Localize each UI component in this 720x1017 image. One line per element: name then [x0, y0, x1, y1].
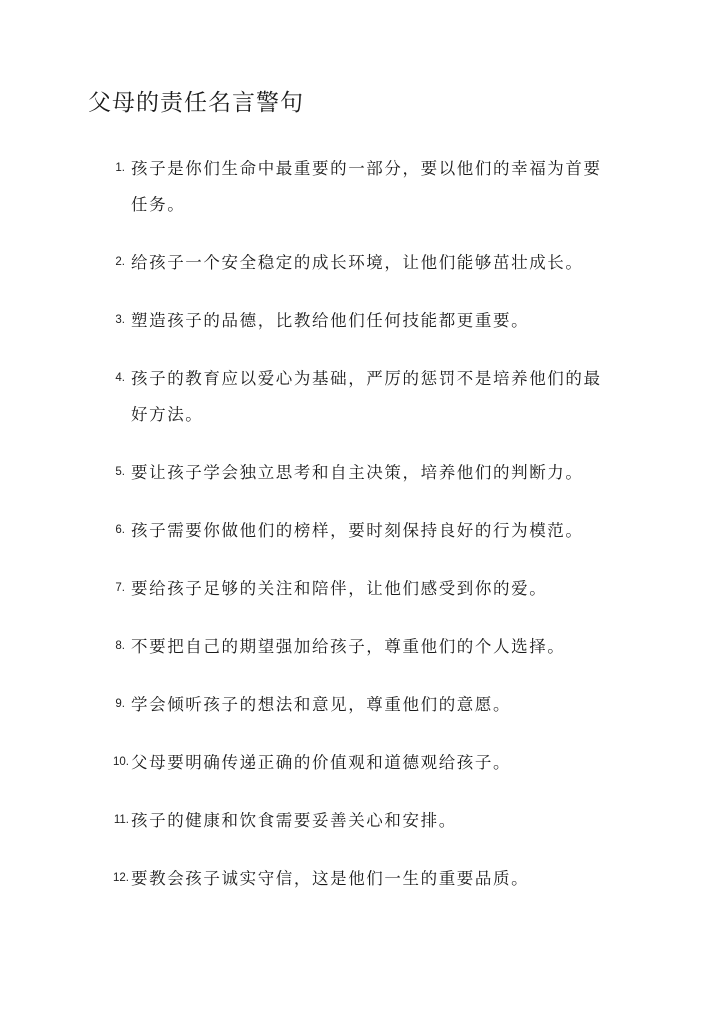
quote-item: [0, 571, 619, 607]
quote-number: 3.: [115, 314, 125, 326]
quote-item: [0, 861, 619, 897]
quote-number: 12.: [113, 872, 129, 884]
quote-text: 要给孩子足够的关注和陪伴，让他们感受到你的爱。: [131, 579, 548, 598]
quote-item: [0, 455, 619, 491]
quote-item: [0, 745, 619, 781]
quote-number: 9.: [115, 698, 125, 710]
quote-number: 11.: [113, 814, 129, 826]
quote-text: 要教会孩子诚实守信，这是他们一生的重要品质。: [131, 869, 530, 888]
quote-number: 5.: [115, 466, 125, 478]
quote-item: [0, 361, 619, 433]
quote-item: [0, 303, 619, 339]
quote-item: [0, 245, 619, 281]
quote-item: [0, 629, 619, 665]
quote-item: [0, 803, 619, 839]
quote-number: 2.: [115, 256, 125, 268]
quote-text: 学会倾听孩子的想法和意见，尊重他们的意愿。: [131, 695, 512, 714]
quote-item: [0, 687, 619, 723]
quote-text: 给孩子一个安全稳定的成长环境，让他们能够茁壮成长。: [131, 253, 584, 272]
quote-item: [0, 151, 619, 223]
quote-number: 7.: [115, 582, 125, 594]
quote-text: 孩子的教育应以爱心为基础，严厉的惩罚不是培养他们的最好方法。: [131, 369, 602, 424]
page-title: 父母的责任名言警句: [88, 90, 304, 116]
quote-number: 10.: [113, 756, 129, 768]
quote-text: 塑造孩子的品德，比教给他们任何技能都更重要。: [131, 311, 530, 330]
quote-text: 要让孩子学会独立思考和自主决策，培养他们的判断力。: [131, 463, 584, 482]
quote-text: 孩子是你们生命中最重要的一部分，要以他们的幸福为首要任务。: [131, 159, 602, 214]
quote-number: 1.: [115, 162, 125, 174]
quote-number: 4.: [115, 372, 125, 384]
quote-text: 不要把自己的期望强加给孩子，尊重他们的个人选择。: [131, 637, 566, 656]
quote-number: 8.: [115, 640, 125, 652]
quote-item: [0, 513, 619, 549]
quote-list: [0, 151, 720, 919]
quote-number: 6.: [115, 524, 125, 536]
quote-text: 父母要明确传递正确的价值观和道德观给孩子。: [131, 753, 512, 772]
quote-text: 孩子需要你做他们的榜样，要时刻保持良好的行为模范。: [131, 521, 584, 540]
quote-text: 孩子的健康和饮食需要妥善关心和安排。: [131, 811, 457, 830]
